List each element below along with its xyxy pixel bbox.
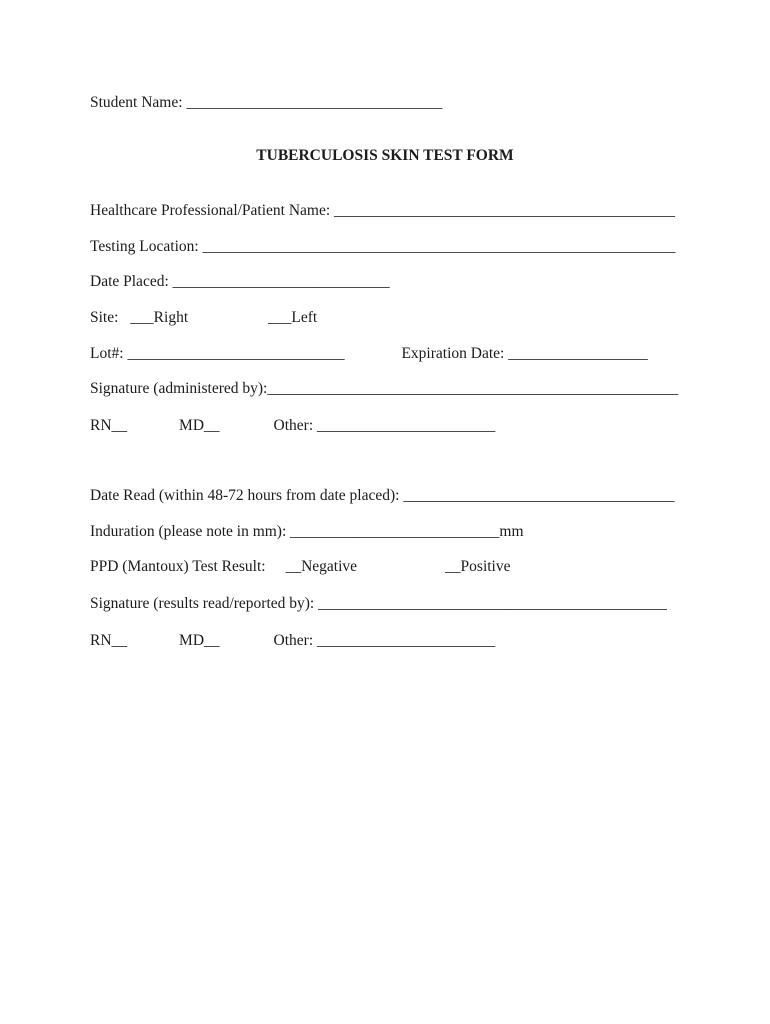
date-read-row (90, 487, 675, 505)
expiration-date-blank[interactable]: __________________ (508, 345, 648, 362)
ppd-positive-option[interactable]: __Positive (445, 558, 511, 575)
results-other-blank[interactable]: _______________________ (317, 632, 496, 649)
administered-credentials-row (90, 417, 495, 435)
testing-location-label: Testing Location: (90, 238, 199, 255)
ppd-result-row (90, 558, 511, 576)
site-label: Site: (90, 309, 119, 326)
administered-other-label: Other: (273, 417, 314, 434)
signature-administered-label: Signature (administered by): (90, 380, 268, 397)
site-row (90, 309, 317, 327)
spacer (344, 357, 401, 358)
testing-location-row (90, 238, 675, 256)
student-name-row (90, 94, 442, 112)
site-left-option[interactable]: ___Left (268, 309, 318, 326)
administered-other-blank[interactable]: _______________________ (317, 417, 496, 434)
date-read-label: Date Read (within 48-72 hours from date placed): (90, 487, 400, 504)
student-name-label: Student Name: (90, 94, 183, 111)
ppd-negative-option[interactable]: __Negative (285, 558, 358, 575)
site-right-option[interactable]: ___Right (130, 309, 189, 326)
spacer (118, 321, 130, 322)
induration-unit-suffix: mm (499, 523, 524, 540)
testing-location-blank[interactable]: _____________________________________________________________ (202, 238, 676, 255)
student-name-blank[interactable]: _________________________________ (186, 94, 443, 111)
date-placed-blank[interactable]: ____________________________ (172, 273, 390, 290)
ppd-result-label: PPD (Mantoux) Test Result: (90, 558, 266, 575)
induration-row (90, 523, 524, 541)
signature-administered-row (90, 380, 678, 398)
signature-administered-blank[interactable]: _____________________________________________________ (267, 380, 679, 397)
healthcare-name-label: Healthcare Professional/Patient Name: (90, 202, 331, 219)
lot-number-label: Lot#: (90, 345, 124, 362)
lot-number-blank[interactable]: ____________________________ (127, 345, 345, 362)
spacer (357, 570, 445, 571)
date-read-blank[interactable]: ___________________________________ (403, 487, 675, 504)
signature-results-row (90, 595, 667, 613)
administered-md-option[interactable]: MD__ (179, 417, 220, 434)
administered-rn-option[interactable]: RN__ (90, 417, 128, 434)
induration-blank[interactable]: ___________________________ (290, 523, 500, 540)
expiration-date-label: Expiration Date: (401, 345, 505, 362)
spacer (127, 644, 179, 645)
spacer (266, 570, 286, 571)
induration-label: Induration (please note in mm): (90, 523, 287, 540)
healthcare-name-blank[interactable]: ____________________________________________ (334, 202, 676, 219)
date-placed-row (90, 273, 390, 291)
spacer (220, 429, 274, 430)
healthcare-name-row (90, 202, 675, 220)
spacer (220, 644, 274, 645)
lot-row (90, 345, 648, 363)
signature-results-blank[interactable]: _____________________________________________ (318, 595, 667, 612)
signature-results-label: Signature (results read/reported by): (90, 595, 315, 612)
results-rn-option[interactable]: RN__ (90, 632, 128, 649)
results-other-label: Other: (273, 632, 314, 649)
results-credentials-row (90, 632, 495, 650)
spacer (188, 321, 268, 322)
date-placed-label: Date Placed: (90, 273, 169, 290)
results-md-option[interactable]: MD__ (179, 632, 220, 649)
spacer (127, 429, 179, 430)
form-title: TUBERCULOSIS SKIN TEST FORM (256, 147, 514, 164)
